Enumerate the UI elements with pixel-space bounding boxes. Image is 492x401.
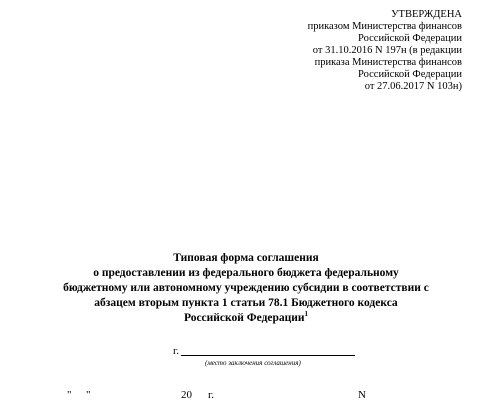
approval-line: от 27.06.2017 N 103н) [364,81,462,92]
approval-line: приказом Министерства финансов [307,21,462,32]
title-line-last [0,311,492,326]
date-number-row [0,389,492,401]
place-of-signing-field[interactable] [181,355,355,356]
approval-stamp [308,9,462,93]
year-prefix: 20 [181,389,192,401]
title-line-text: Российской Федерации [183,312,305,324]
approval-line: Российской Федерации [358,69,462,80]
place-caption: (место заключения соглашения) [205,359,301,367]
year-suffix: г. [208,389,215,401]
title-line: Типовая форма соглашения [173,252,319,264]
approval-line: УТВЕРЖДЕНА [391,9,462,20]
quote-close: " [86,389,91,401]
approval-line: Российской Федерации [358,33,462,44]
approval-line: приказа Министерства финансов [314,57,462,68]
quote-open: " [67,389,72,401]
title-line: абзацем вторым пункта 1 статьи 78.1 Бюджетного кодекса [94,297,398,309]
title-line: бюджетному или автономному учреждению субсидии в соответствии с [63,282,429,294]
footnote-mark: 1 [304,310,309,319]
approval-line: от 31.10.2016 N 197н (в редакции [312,45,462,56]
number-label: N [358,389,366,401]
place-prefix: г. [173,345,180,357]
document-title [0,251,492,326]
title-line: о предоставлении из федерального бюджета федеральному [93,267,399,279]
